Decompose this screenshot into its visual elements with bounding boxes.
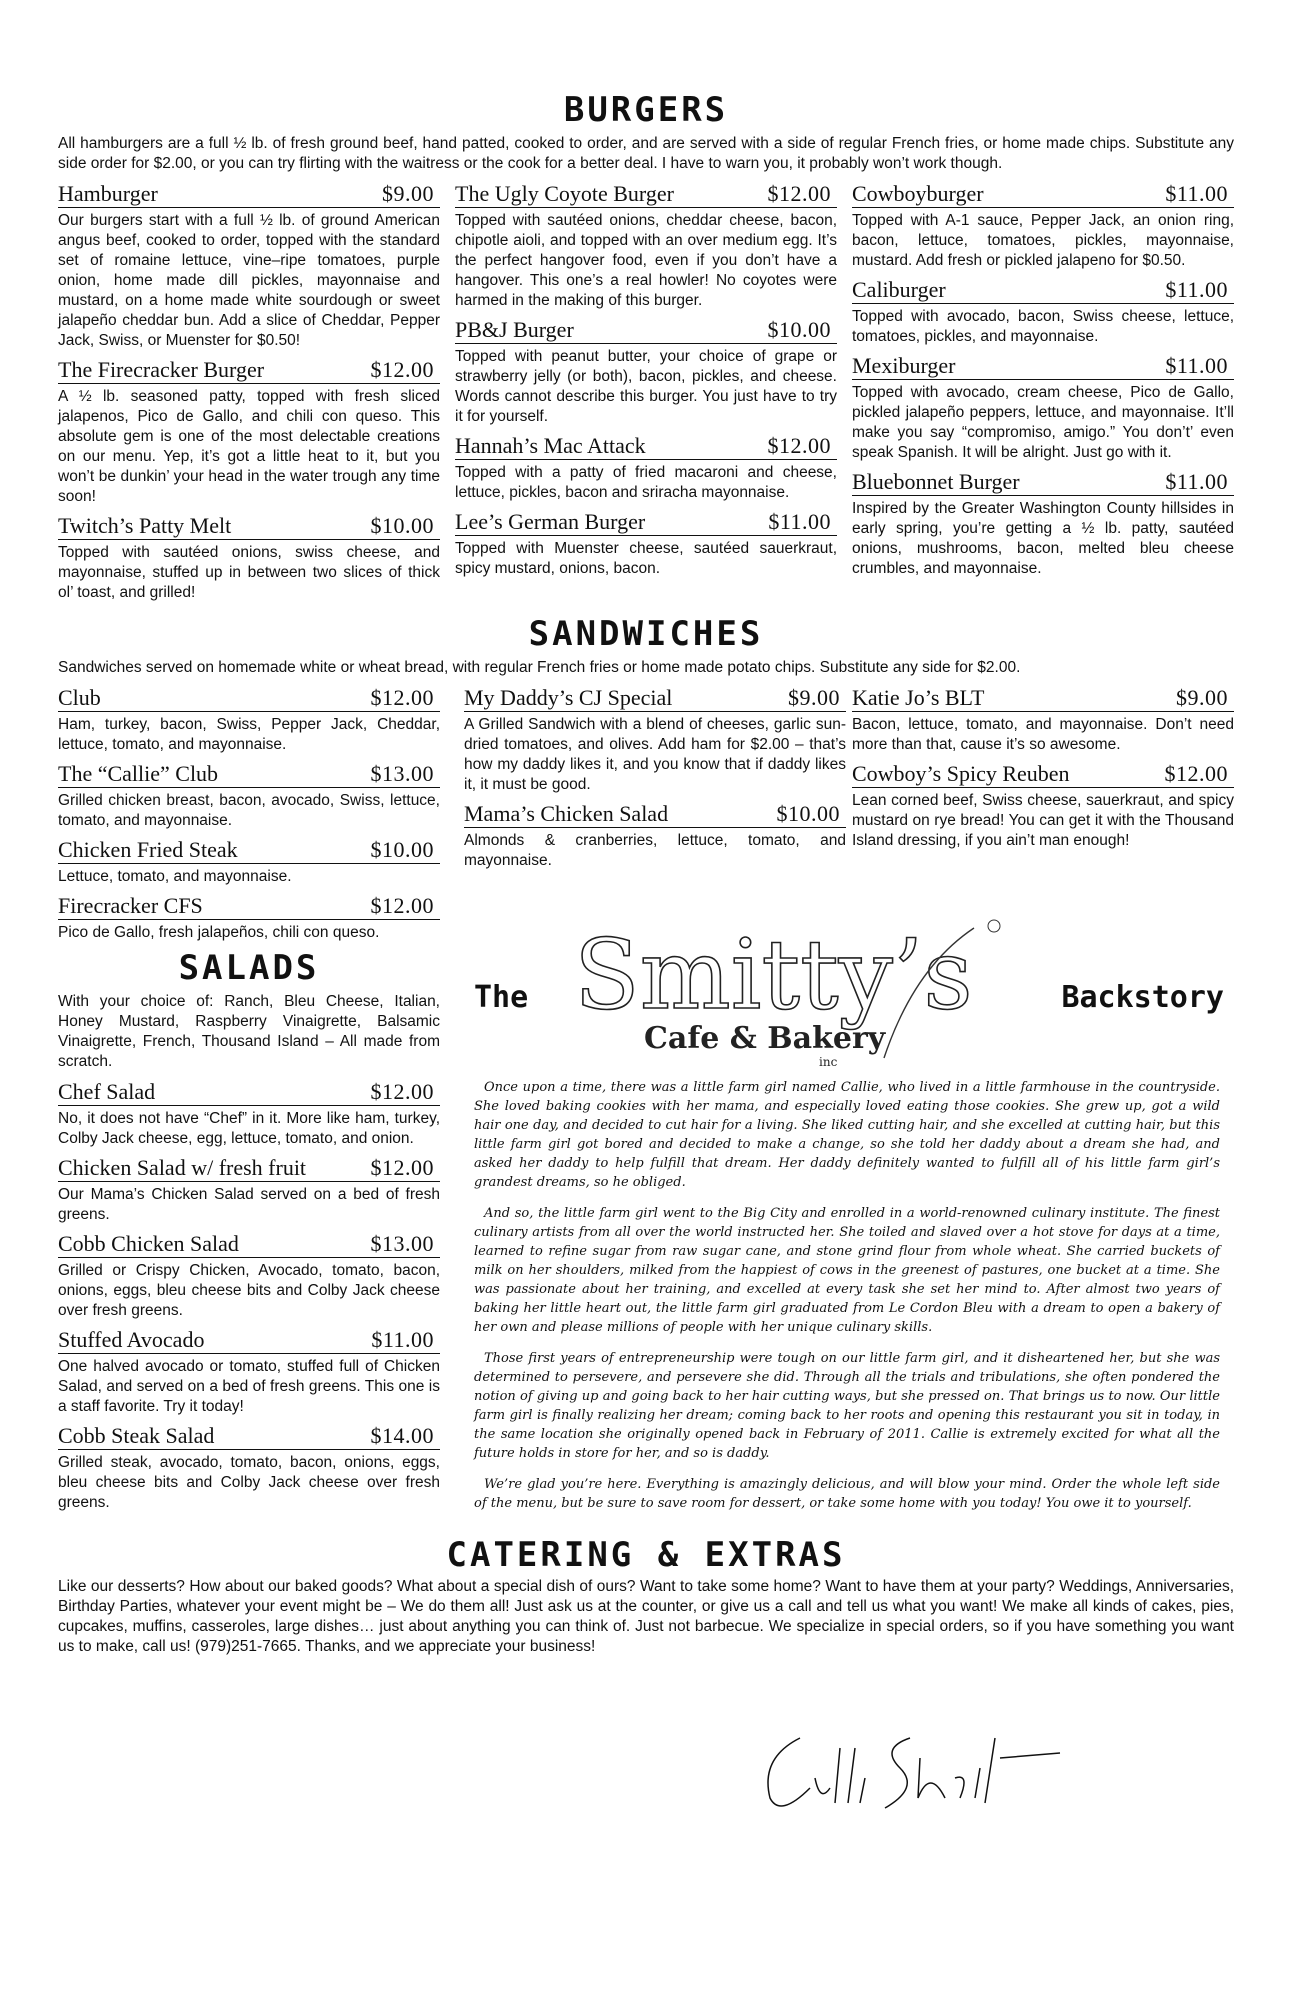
menu-item-name: My Daddy’s CJ Special [464,685,673,710]
menu-item [455,318,837,427]
menu-item [58,514,440,603]
menu-item-name: Mexiburger [852,353,956,378]
menu-item-description: Bacon, lettuce, tomato, and mayonnaise. Don’t need more than that, cause it’s so awesome. [852,716,1234,753]
menu-item [58,358,440,507]
logo-backstory-text: Backstory [1061,980,1224,1015]
menu-item [455,182,837,311]
smittys-logo [554,908,1034,1078]
menu-item-description: Inspired by the Greater Washington County hillsides in early spring, you’re getting a ½ lb. patty, sautéed onions, mushrooms, bacon, melted bleu cheese crumbles, and mayonnaise. [852,500,1234,577]
menu-item-description: Ham, turkey, bacon, Swiss, Pepper Jack, Cheddar, lettuce, tomato, and mayonnaise. [58,716,440,753]
menu-item-header [58,1232,440,1258]
menu-item-name: Stuffed Avocado [58,1327,205,1352]
menu-item-header [455,318,837,344]
salads-title: SALADS [178,948,320,988]
backstory-paragraph: We’re glad you’re here. Everything is amazingly delicious, and will blow your mind. Order the whole left side of the menu, but be sure to save room for dessert, or take some home with you today! You owe it to yourself. [474,1477,1220,1511]
left-column [58,686,440,1525]
menu-item-description: Topped with Muenster cheese, sautéed sauerkraut, spicy mustard, onions, bacon. [455,540,837,577]
menu-item-description: Our Mama’s Chicken Salad served on a bed of fresh greens. [58,1186,440,1223]
menu-item-price: $12.00 [370,1155,434,1180]
backstory-paragraph: Those first years of entrepreneurship were tough on our little farm girl, and it disheartened her, but she was determined to persevere, and persevere she did. Through all the trials and tribulations, she often pondered the notion of giving up and going back to her hair cutting ways, but she pressed on. That brings us to now. Our little farm girl is finally realizing her dream; coming back to her roots and opening this restaurant you sit in today, in the same location she originally opened back in February of 2011. Callie is extremely excited for what all the future holds in store for her, and so is daddy. [474,1351,1220,1461]
menu-item-description: No, it does not have “Chef” in it. More like ham, turkey, Colby Jack cheese, egg, lettuce, tomato, and onion. [58,1110,440,1147]
menu-item-description: Pico de Gallo, fresh jalapeños, chili con queso. [58,924,380,941]
menu-item-description: A ½ lb. seasoned patty, topped with fresh sliced jalapenos, Pico de Gallo, and chili con queso. This absolute gem is one of the most delectable creations on our menu. Yep, it’s got a little heat to it, but you won’t be dunkin’ your head in the water trough any time soon! [58,388,440,505]
menu-item [58,1080,440,1149]
menu-item-price: $12.00 [1164,761,1228,786]
menu-item-price: $12.00 [370,1079,434,1104]
menu-item [852,354,1234,463]
menu-item-price: $11.00 [371,1327,434,1352]
menu-item-description: Almonds & cranberries, lettuce, tomato, and mayonnaise. [464,832,846,869]
logo-name-text: Smitty’s [574,919,973,1031]
sandwiches-column-3 [852,686,1234,878]
menu-item-header [58,894,440,920]
menu-item-price: $11.00 [1165,181,1228,206]
menu-item [58,1424,440,1513]
menu-item-price: $12.00 [767,433,831,458]
menu-item-header [58,358,440,384]
menu-item [58,686,440,755]
menu-item-name: Mama’s Chicken Salad [464,801,669,826]
menu-item-description: Topped with sautéed onions, swiss cheese, and mayonnaise, stuffed up in between two slices of thick ol’ toast, and grilled! [58,544,440,601]
menu-item-header [852,354,1234,380]
menu-item-name: Firecracker CFS [58,893,203,918]
sandwiches-column-1 [58,686,440,943]
menu-item-header [464,802,846,828]
menu-item-header [58,514,440,540]
menu-item-name: PB&J Burger [455,317,574,342]
menu-item-price: $12.00 [370,685,434,710]
menu-item-price: $11.00 [1165,277,1228,302]
menu-item [58,1328,440,1417]
signature [760,1718,1090,1828]
menu-item-header [58,1424,440,1450]
menu-item-description: A Grilled Sandwich with a blend of cheeses, garlic sun-dried tomatoes, and olives. Add ham for $2.00 – that’s how my daddy likes it, and you know that if daddy likes it, it must be good. [464,716,846,793]
menu-item-price: $9.00 [1176,685,1228,710]
menu-item-price: $10.00 [370,837,434,862]
menu-item-description: Grilled steak, avocado, tomato, bacon, onions, eggs, bleu cheese bits and Colby Jack cheese over fresh greens. [58,1454,440,1511]
menu-item [464,686,846,795]
menu-item-description: Topped with peanut butter, your choice of grape or strawberry jelly (or both), bacon, pickles, and cheese. Words cannot describe this burger. You just have to try it for yourself. [455,348,837,425]
menu-page [58,92,1234,1665]
menu-item-name: Chef Salad [58,1079,156,1104]
menu-item-name: Hamburger [58,181,158,206]
burgers-intro: All hamburgers are a full ½ lb. of fresh ground beef, hand patted, cooked to order, and are served with a side of regular French fries, or home made chips. Substitute any side order for $2.00, or you can try flirting with the waitress or the cook for a better deal. I have to warn you, it probably won’t work though. [58,135,1234,172]
menu-item-description: Our burgers start with a full ½ lb. of ground American angus beef, cooked to order, topped with the standard set of romaine lettuce, vine–ripe tomatoes, purple onion, home made dill pickles, mayonnaise and mustard, on a home made white sourdough or sweet jalapeño cheddar bun. Add a slice of Cheddar, Pepper Jack, Swiss, or Muenster for $0.50! [58,212,440,349]
menu-item-header [58,762,440,788]
menu-item-name: The Firecracker Burger [58,357,265,382]
menu-item-description: Topped with sautéed onions, cheddar cheese, bacon, chipotle aioli, and topped with an over medium egg. It’s the perfect hangover food, even if you don’t have a hangover. This one’s a real howler! No coyotes were harmed in the making of this burger. [455,212,837,309]
menu-item [852,278,1234,347]
menu-item-price: $10.00 [776,801,840,826]
burgers-column [852,182,1234,610]
menu-item [852,686,1234,755]
logo-banner [464,908,1234,1078]
sandwiches-column-2 [464,686,846,878]
menu-item-price: $10.00 [767,317,831,342]
logo-flower [988,920,1000,932]
menu-item-name: Katie Jo’s BLT [852,685,985,710]
menu-item-header [852,686,1234,712]
menu-item-name: The “Callie” Club [58,761,219,786]
menu-item-description: Topped with avocado, bacon, Swiss cheese, lettuce, tomatoes, pickles, and mayonnaise. [852,308,1234,345]
menu-item [852,470,1234,579]
menu-item [58,894,440,943]
burgers-column [455,182,837,610]
menu-item-description: Grilled or Crispy Chicken, Avocado, tomato, bacon, onions, eggs, bleu cheese bits and Colby Jack cheese over fresh greens. [58,1262,440,1319]
catering-section [58,1537,1234,1657]
menu-item-name: Cowboyburger [852,181,984,206]
menu-item-header [852,762,1234,788]
logo-inc-text: inc [819,1055,838,1069]
menu-item-name: Chicken Fried Steak [58,837,238,862]
burgers-column [58,182,440,610]
menu-item-description: Topped with A-1 sauce, Pepper Jack, an onion ring, bacon, lettuce, tomatoes, pickles, mayonnaise, mustard. Add fresh or pickled jalapeno for $0.50. [852,212,1234,269]
sandwiches-title: SANDWICHES [528,614,764,654]
menu-item-price: $12.00 [767,181,831,206]
menu-item-description: Topped with avocado, cream cheese, Pico de Gallo, pickled jalapeño peppers, lettuce, and mayonnaise. It’ll make you say “compromiso, amigo.” You don’t’ even speak Spanish. It will be alright. Just go with it. [852,384,1234,461]
menu-item [852,182,1234,271]
menu-item-description: One halved avocado or tomato, stuffed full of Chicken Salad, and served on a bed of fresh greens. This one is a staff favorite. Try it today! [58,1358,440,1415]
menu-item-name: Lee’s German Burger [455,509,646,534]
menu-item-name: Twitch’s Patty Melt [58,513,232,538]
logo-the-text: The [474,980,529,1015]
burgers-columns [58,182,1234,610]
menu-item-price: $9.00 [382,181,434,206]
salads-intro: With your choice of: Ranch, Bleu Cheese, Italian, Honey Mustard, Raspberry Vinaigrette, Balsamic Vinaigrette, French, Thousand Island – All made from scratch. [58,993,440,1070]
menu-item-price: $11.00 [1165,353,1228,378]
menu-item-header [58,838,440,864]
menu-item-header [58,686,440,712]
menu-item-header [464,686,846,712]
menu-item-name: Cobb Steak Salad [58,1423,215,1448]
menu-item-header [852,278,1234,304]
menu-item [455,510,837,579]
menu-item-price: $13.00 [370,761,434,786]
menu-item [58,1156,440,1225]
menu-item-name: The Ugly Coyote Burger [455,181,674,206]
menu-item-price: $13.00 [370,1231,434,1256]
menu-item-header [58,1328,440,1354]
right-area [464,686,1234,1525]
menu-item [58,182,440,351]
menu-item-price: $11.00 [768,509,831,534]
menu-item [58,838,440,887]
salads-list [58,1080,440,1513]
menu-item-price: $12.00 [370,893,434,918]
menu-item [455,434,837,503]
menu-item [464,802,846,871]
menu-item-name: Chicken Salad w/ fresh fruit [58,1155,307,1180]
menu-item-description: Topped with a patty of fried macaroni and cheese, lettuce, pickles, bacon and sriracha mayonnaise. [455,464,837,501]
backstory-text [464,1078,1234,1513]
menu-item-name: Club [58,685,101,710]
menu-item-header [455,182,837,208]
menu-item-price: $10.00 [370,513,434,538]
backstory-paragraph: Once upon a time, there was a little farm girl named Callie, who lived in a little farmhouse in the countryside. She loved baking cookies with her mama, and especially loved eating those cookies. She grew up, got a wild hair one day, and decided to cut hair for a living. She liked cutting hair, and she excelled at cutting hair, but this little farm girl got bored and decided to make a change, so she told her daddy about a dream she had, and asked her daddy to help fulfill that dream. Her daddy definitely wanted to fulfill all of his little farm girl’s grandest dreams, so he obliged. [474,1080,1220,1190]
logo-sub-text: Cafe & Bakery [644,1021,886,1056]
backstory-paragraph: And so, the little farm girl went to the Big City and enrolled in a world-renowned culinary institute. The finest culinary artists from all over the world instructed her. She toiled and slaved over a hot stove for days at a time, learned to refine sugar from raw sugar cane, and stone grind flour from whole wheat. She carried buckets of milk on her shoulders, milked from the happiest of cows in the greenest of pastures, one bucket at a time. She was passionate about her training, and excelled at every task she set her mind to. After almost two years of baking her little heart out, the little farm girl graduated from Le Cordon Bleu with a dream to open a bakery of her own and please millions of people with her unique culinary skills. [474,1206,1220,1335]
menu-item-name: Cowboy’s Spicy Reuben [852,761,1070,786]
menu-item-description: Grilled chicken breast, bacon, avocado, Swiss, lettuce, tomato, and mayonnaise. [58,792,440,829]
menu-item-header [58,1156,440,1182]
catering-text: Like our desserts? How about our baked goods? What about a special dish of ours? Want to take some home? Want to have them at your party? Weddings, Anniversaries, Birthday Parties, whatever your event might be – We do them all! Just ask us at the counter, or give us a call and tell us what you want! We make all kinds of cakes, pies, cupcakes, muffins, casseroles, large dishes… just about anything you can think of. Just not barbecue. We specialize in special orders, so if you have something you want us to make, call us! (979)251-7665. Thanks, and we appreciate your business! [58,1578,1234,1655]
menu-item [58,762,440,831]
menu-item-header [58,1080,440,1106]
menu-item-price: $11.00 [1165,469,1228,494]
sandwiches-intro: Sandwiches served on homemade white or wheat bread, with regular French fries or home made potato chips. Substitute any side for $2.00. [58,659,1021,676]
menu-item-name: Cobb Chicken Salad [58,1231,239,1256]
menu-item-price: $14.00 [370,1423,434,1448]
menu-item-price: $9.00 [788,685,840,710]
menu-item-header [455,510,837,536]
menu-item-name: Caliburger [852,277,946,302]
menu-item-header [852,182,1234,208]
menu-item-description: Lettuce, tomato, and mayonnaise. [58,868,292,885]
menu-item-name: Hannah’s Mac Attack [455,433,646,458]
menu-item-price: $12.00 [370,357,434,382]
menu-item [852,762,1234,851]
menu-item-name: Bluebonnet Burger [852,469,1020,494]
menu-item-header [58,182,440,208]
menu-item-header [852,470,1234,496]
menu-item-description: Lean corned beef, Swiss cheese, sauerkraut, and spicy mustard on rye bread! You can get it with the Thousand Island dressing, if you ain’t man enough! [852,792,1234,849]
menu-item [58,1232,440,1321]
catering-title: CATERING & EXTRAS [446,1535,846,1575]
menu-item-header [455,434,837,460]
burgers-title: BURGERS [563,90,729,130]
